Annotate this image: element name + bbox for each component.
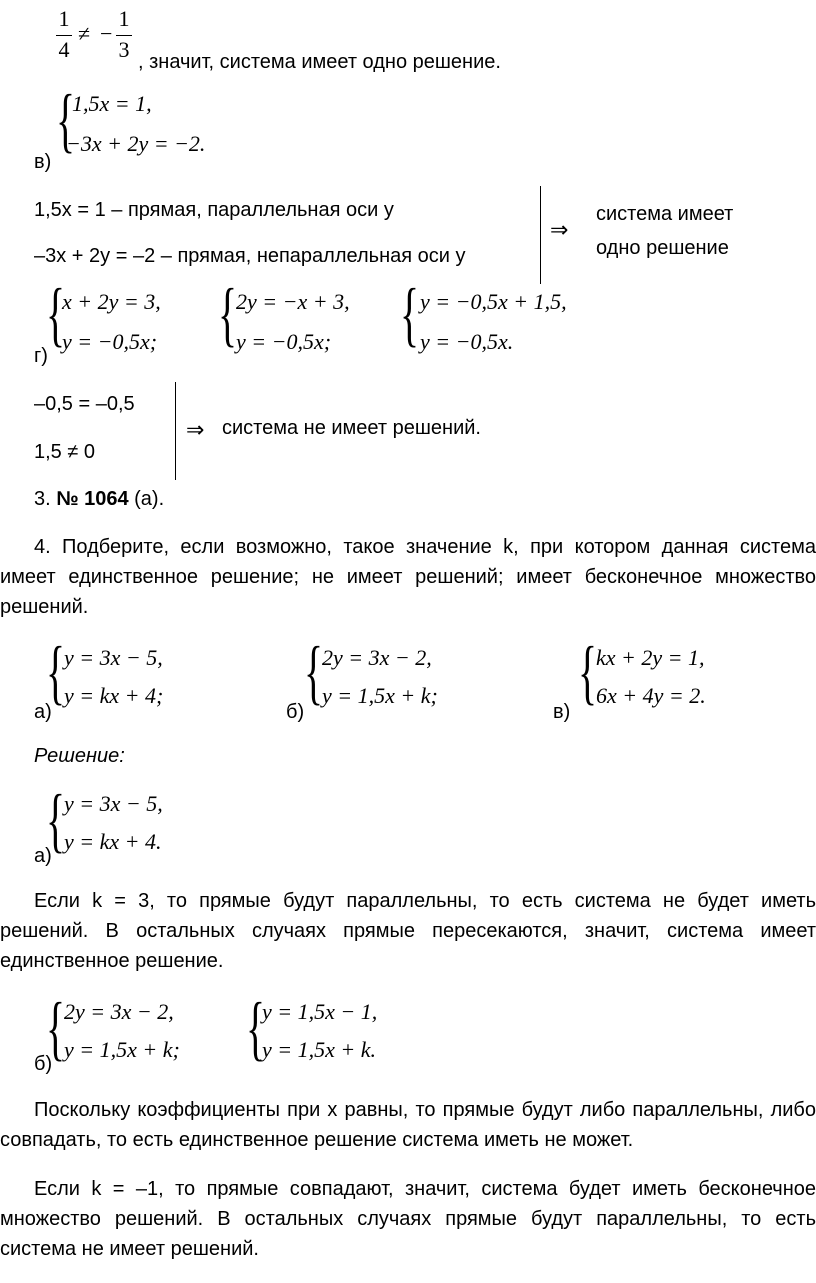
equation: kx + 2y = 1, [596, 645, 705, 670]
solution-b-text-2 [0, 1174, 816, 1264]
paragraph-text: Если k = 3, то прямые будут параллельны, то есть система не будет иметь решений. В остальных случаях прямые пересекаются, значит, система имеет единственное решение. [0, 890, 816, 972]
system-brace: { [46, 780, 66, 860]
equation: y = −0,5x. [420, 329, 514, 354]
equation: y = −0,5x; [62, 329, 158, 354]
conclusion-text: , значит, система имеет одно решение. [138, 51, 501, 73]
item-label: а) [34, 845, 52, 867]
implies-arrow-icon: ⇒ [186, 417, 205, 442]
paragraph-text: Поскольку коэффициенты при x равны, то прямые будут либо параллельны, либо совпадать, то есть единственное решение система иметь не может. [0, 1099, 816, 1151]
solution-a-text [0, 886, 816, 976]
equation: y = 3x − 5, [64, 791, 163, 816]
not-equal-sign: ≠ [78, 21, 91, 46]
implies-arrow-icon: ⇒ [550, 217, 569, 242]
equation: y = 1,5x + k; [322, 683, 438, 708]
fraction-numerator: 1 [118, 6, 130, 31]
fraction-denominator: 3 [118, 37, 130, 62]
equation: 2y = 3x − 2, [322, 645, 432, 670]
equation: y = −0,5x + 1,5, [420, 289, 567, 314]
equation: 6x + 4y = 2. [596, 683, 706, 708]
system-brace: { [304, 632, 324, 712]
fraction-denominator: 4 [58, 37, 70, 62]
system-brace: { [46, 274, 66, 354]
line-description: –3x + 2y = –2 – прямая, непараллельная оси y [34, 245, 466, 267]
equation: 1,5x = 1, [72, 91, 152, 116]
system-brace: { [578, 632, 598, 712]
equation: 2y = −x + 3, [236, 289, 350, 314]
item-3 [34, 487, 164, 511]
fraction-numerator: 1 [58, 6, 70, 31]
equation: y = −0,5x; [236, 329, 332, 354]
fraction-bar [116, 35, 132, 36]
minus-sign: − [100, 21, 113, 46]
equation: y = 3x − 5, [64, 645, 163, 670]
equation: y = 1,5x + k; [64, 1037, 180, 1062]
equation: x + 2y = 3, [62, 289, 161, 314]
fraction-bar [56, 35, 72, 36]
item-suffix: (а). [128, 488, 165, 510]
result-text: одно решение [596, 237, 729, 259]
system-brace: { [46, 988, 66, 1068]
divider-line [540, 186, 541, 284]
equation: 2y = 3x − 2, [64, 999, 174, 1024]
fraction-one-quarter [56, 6, 72, 62]
solution-b-text-1 [0, 1095, 816, 1155]
result-text: система не имеет решений. [222, 417, 481, 439]
divider-line [175, 382, 176, 480]
item-4-text [0, 532, 816, 622]
system-brace: { [400, 274, 420, 354]
item-label: б) [286, 701, 305, 723]
solution-heading: Решение: [34, 745, 125, 767]
paragraph-text: 4. Подберите, если возможно, такое значение k, при котором данная система имеет единственное решение; не имеет решений; имеет бесконечное множество решений. [0, 536, 816, 618]
item-label: г) [34, 345, 48, 367]
result-text: система имеет [596, 203, 734, 225]
equation: y = 1,5x − 1, [262, 999, 378, 1024]
item-prefix: 3. [34, 488, 57, 510]
item-label: в) [553, 701, 571, 723]
comparison-text: –0,5 = –0,5 [34, 393, 135, 415]
system-brace: { [246, 988, 266, 1068]
equation: y = 1,5x + k. [262, 1037, 376, 1062]
comparison-text: 1,5 ≠ 0 [34, 441, 96, 463]
system-brace: { [56, 80, 76, 160]
exercise-number: № 1064 [56, 488, 129, 510]
equation: y = kx + 4. [64, 829, 162, 854]
line-description: 1,5x = 1 – прямая, параллельная оси y [34, 199, 394, 221]
equation: −3x + 2y = −2. [66, 131, 206, 156]
system-brace: { [46, 632, 66, 712]
paragraph-text: Если k = –1, то прямые совпадают, значит, система будет иметь бесконечное множество решений. В остальных случаях прямые будут параллельны, то есть система не имеет решений. [0, 1178, 816, 1260]
equation: y = kx + 4; [64, 683, 164, 708]
item-label: в) [34, 151, 52, 173]
fraction-one-third [116, 6, 132, 62]
item-label: б) [34, 1053, 53, 1075]
system-brace: { [218, 274, 238, 354]
item-label: а) [34, 701, 52, 723]
